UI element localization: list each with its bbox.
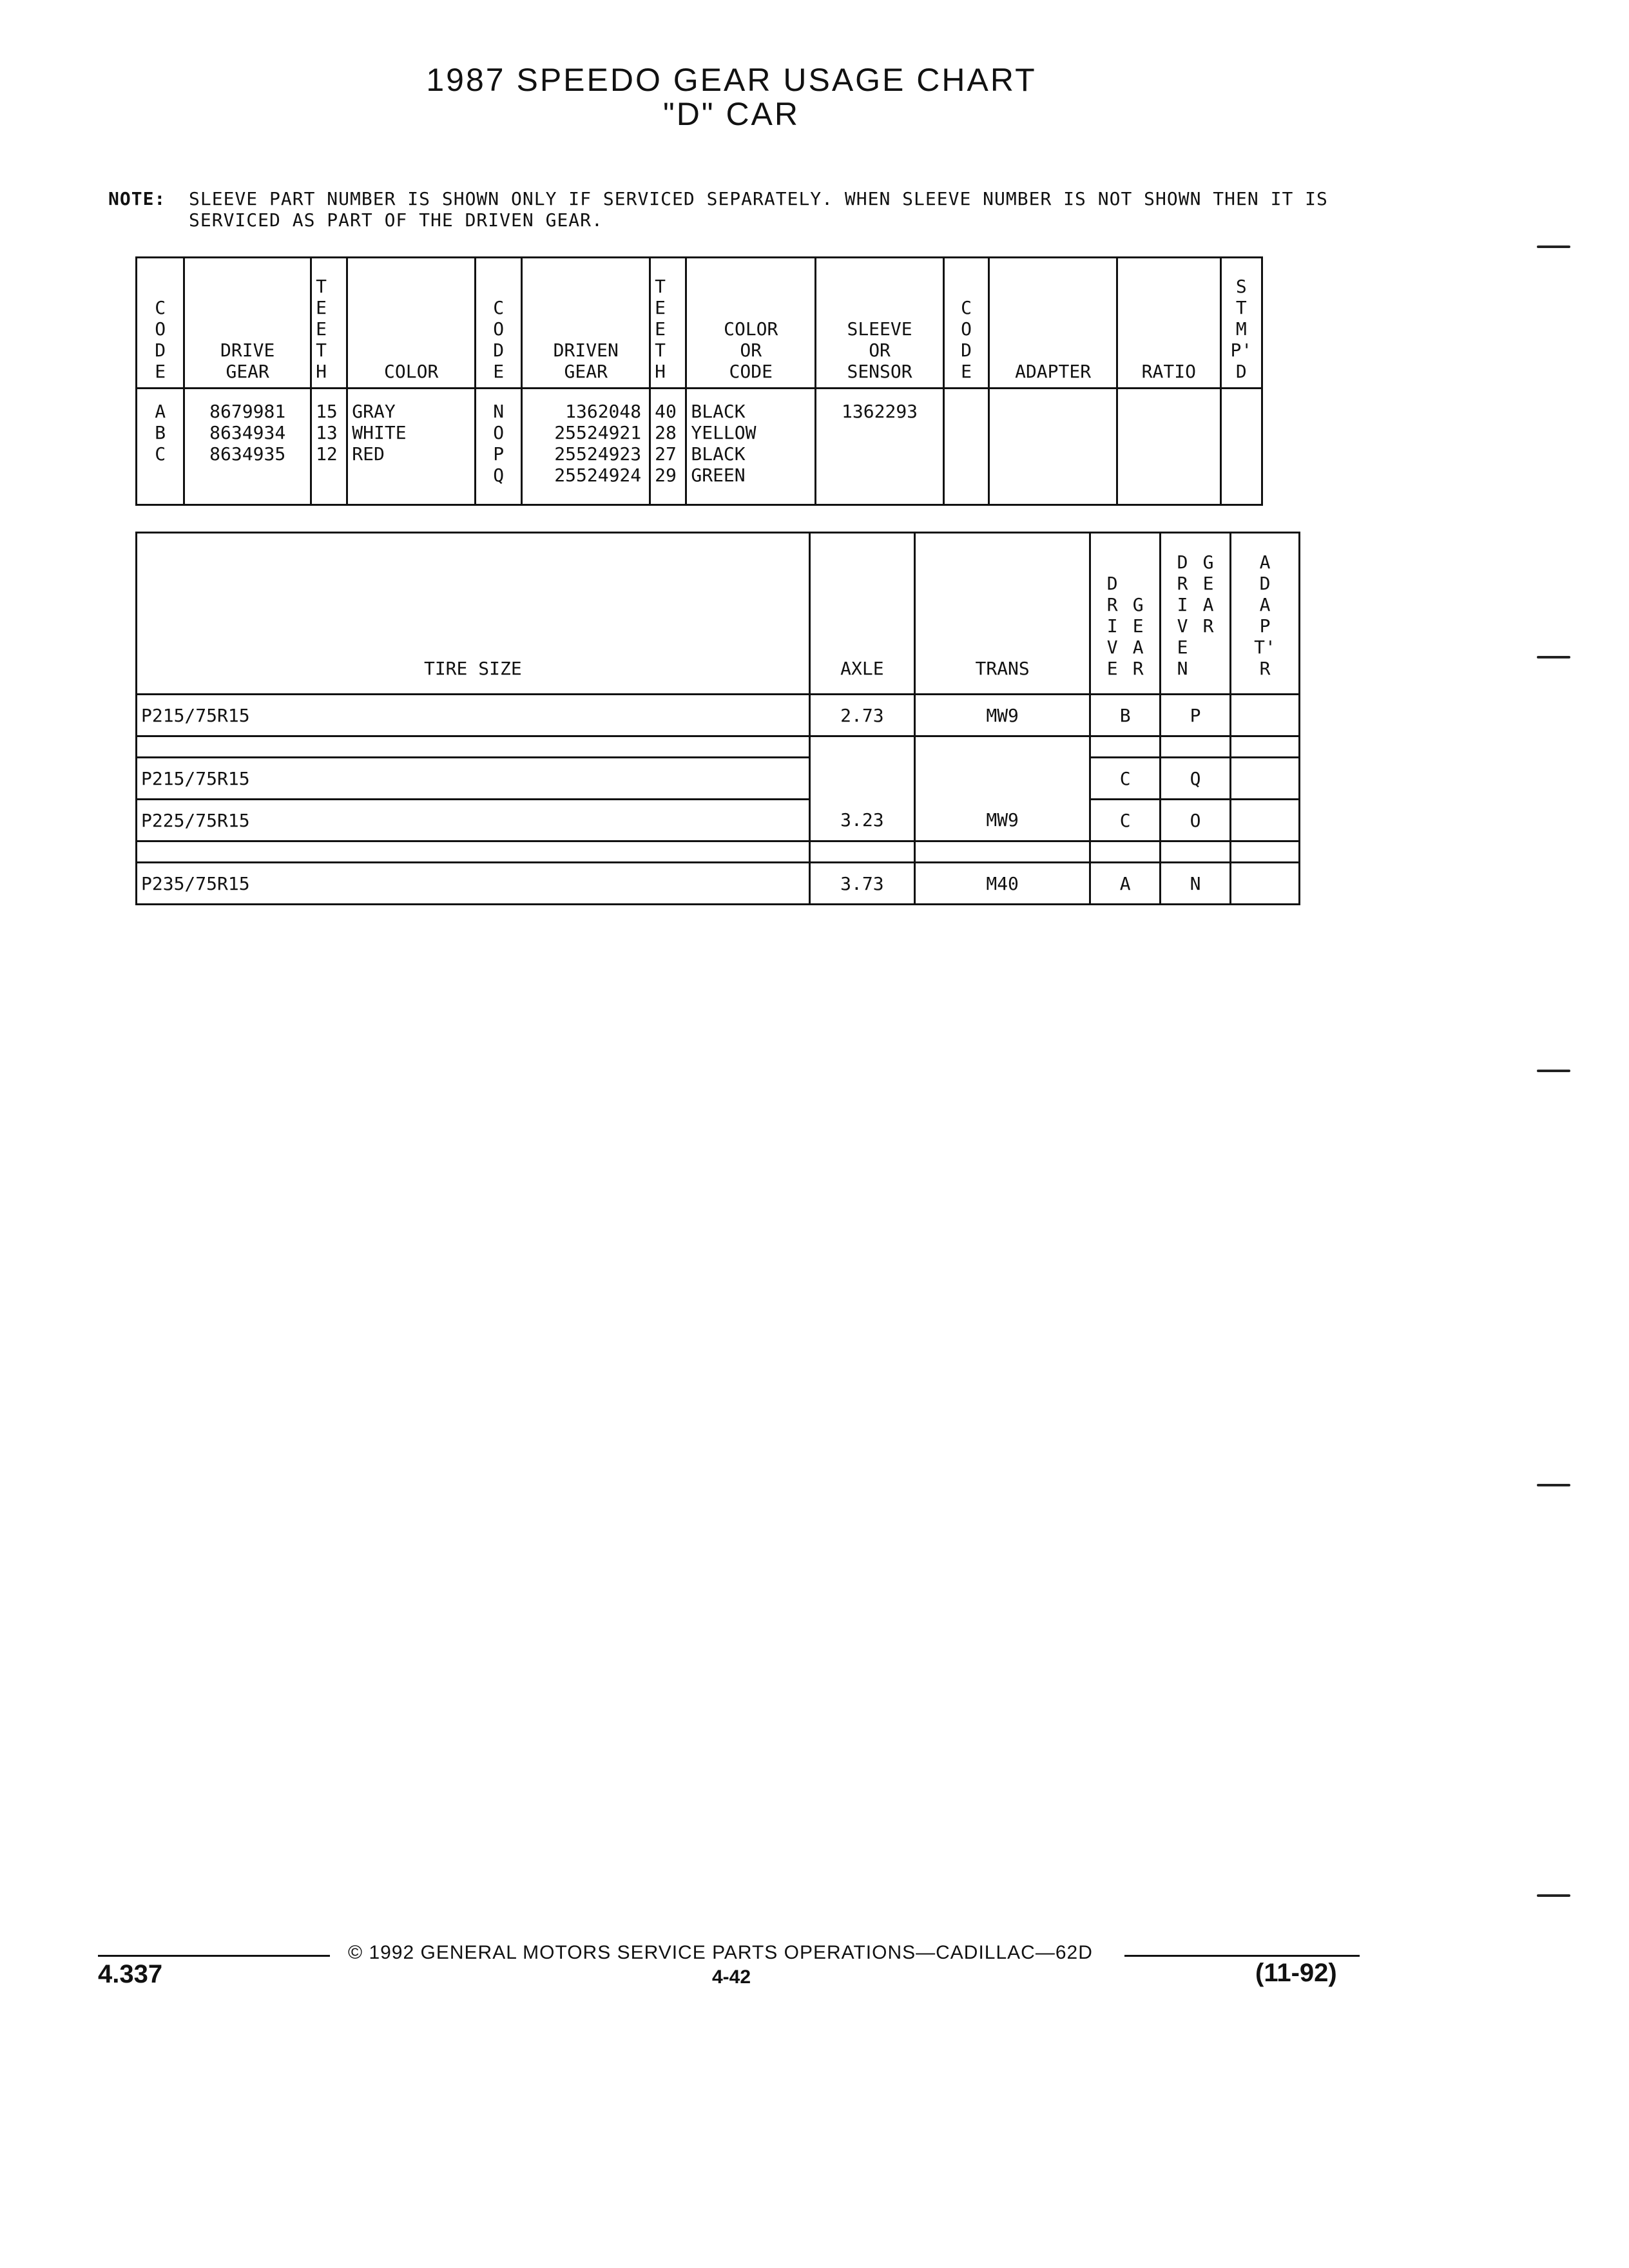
footer-date: (11-92) [1255,1959,1337,1987]
header-gear-word [1131,573,1145,679]
stacked-text-line: B [155,422,166,443]
stacked-text-line: A [1202,594,1214,615]
stacked-text-line: E [655,318,666,340]
note-line-2: SERVICED AS PART OF THE DRIVEN GEAR. [189,209,603,231]
header-tire-size: TIRE SIZE [137,533,810,695]
stacked-text-line: N [493,401,505,422]
empty-cell [1220,389,1262,505]
stacked-text-line: H [655,361,666,382]
sleeve-number: 1362293 [842,401,918,422]
header-teeth [650,258,686,389]
stacked-text-line: I [1177,594,1188,615]
gear-table-body [137,389,1262,505]
stacked-text-line: E [961,361,972,382]
header-adapter [989,258,1117,389]
stacked-text-line: N [1177,658,1188,679]
trans-cell: MW9 [915,800,1090,841]
stacked-text-line: D [1235,361,1247,382]
stacked-text-line: 15 [316,401,338,422]
stacked-text-line: 12 [316,443,338,465]
footer-rule-left [98,1955,330,1957]
table-row [137,800,1300,841]
header-code [137,258,184,389]
stacked-text-line: BLACK [691,443,746,465]
spacer-cell [1231,736,1300,758]
drive-teeth-cell [311,389,347,505]
driven-gear-cell: P [1161,695,1231,736]
stacked-text-line: 29 [655,465,677,486]
stacked-text-line: RATIO [1141,361,1196,382]
adapter-cell [1231,863,1300,905]
table-row [137,695,1300,736]
header-code [476,258,522,389]
stacked-text-line: COLOR [724,318,778,340]
stacked-text-line: C [155,443,166,465]
stacked-text-line: 25524924 [554,465,642,486]
driven-gear-cell: O [1161,800,1231,841]
stacked-text-line: G [1132,594,1144,615]
header-sleeve-or-sensor [816,258,944,389]
header-color [347,258,476,389]
stacked-text-line: COLOR [384,361,439,382]
footer-copyright: © 1992 GENERAL MOTORS SERVICE PARTS OPERATIONS—CADILLAC—62D [348,1942,1093,1963]
header-color-or-code [686,258,816,389]
drive-gear-cell: A [1090,863,1161,905]
empty-cell [1117,389,1221,505]
spacer-cell [137,736,810,758]
stacked-text-line: 27 [655,443,677,465]
stacked-text-line: GEAR [564,361,608,382]
stacked-text-line: E [316,318,327,340]
stacked-text-line: 8634935 [209,443,286,465]
footer-section-number: 4.337 [98,1960,163,1988]
stacked-text-line: R [1106,594,1118,615]
spacer-row [137,736,1300,758]
axle-cell: 3.23 [809,800,914,841]
stacked-text-line: OR [869,340,891,361]
stacked-text-line: O [493,422,505,443]
margin-tick [1537,1484,1570,1486]
stacked-text-line: T [316,340,327,361]
stacked-text-line: C [155,297,166,318]
spacer-cell [915,841,1090,863]
stacked-text-line: E [316,297,327,318]
drive-gear-cell: B [1090,695,1161,736]
header-driven-gear [522,258,650,389]
header-stmpd [1220,258,1262,389]
gear-table [135,256,1263,506]
footer-page-number: 4-42 [712,1966,751,1988]
stacked-text-line: E [1132,615,1144,637]
stacked-text-line: G [1202,552,1214,573]
trans-cell: MW9 [915,695,1090,736]
spacer-cell [1161,841,1231,863]
header-driven-gear [1161,533,1231,695]
stacked-text-line: A [1259,552,1271,573]
adapter-cell [1231,800,1300,841]
stacked-text-line: E [155,361,166,382]
header-drive-word [1105,573,1119,679]
stacked-text-line: A [1132,637,1144,658]
stacked-text-line: T [655,340,666,361]
stacked-text-line: GRAY [352,401,396,422]
stacked-text-line: 1362048 [565,401,642,422]
stacked-text-line: E [1177,637,1188,658]
chart-subtitle: "D" CAR [662,96,800,132]
stacked-text-line: D [1177,552,1188,573]
driven-colors-cell [686,389,816,505]
header-adaptr [1231,533,1300,695]
empty-cell [943,389,988,505]
footer-rule-right [1124,1955,1360,1957]
stacked-text-line: V [1177,615,1188,637]
driven-teeth-cell [650,389,686,505]
stacked-text-line: C [961,297,972,318]
axle-cell [809,758,914,800]
header-drive-gear [184,258,311,389]
drive-gear-cell: C [1090,800,1161,841]
gear-table-header [137,258,1262,389]
stacked-text-line: GEAR [226,361,269,382]
stacked-text-line: 8634934 [209,422,286,443]
header-drive-gear [1090,533,1161,695]
drive-colors-cell [347,389,476,505]
header-gear-word [1201,552,1215,679]
stacked-text-line: C [493,297,505,318]
tire-table-header [137,533,1300,695]
driven-codes-cell [476,389,522,505]
stacked-text-line: YELLOW [691,422,757,443]
adapter-cell [1231,758,1300,800]
stacked-text-line: E [1202,573,1214,594]
stacked-text-line: SLEEVE [847,318,912,340]
header-ratio [1117,258,1221,389]
stacked-text-line: R [1259,658,1271,679]
sleeve-cell [816,389,944,505]
spacer-cell [137,841,810,863]
stacked-text-line: ADAPTER [1015,361,1092,382]
margin-tick [1537,656,1570,658]
spacer-cell [809,841,914,863]
stacked-text-line: M [1235,318,1247,340]
drive-gear-cell: C [1090,758,1161,800]
adapter-cell [1231,695,1300,736]
table-row [137,863,1300,905]
stacked-text-line: D [155,340,166,361]
note-label: NOTE: [108,188,166,209]
header-driven-word [1175,552,1190,679]
spacer-cell [915,736,1090,758]
stacked-text-line: P [1259,615,1271,637]
spacer-cell [1090,736,1161,758]
stacked-text-line: O [155,318,166,340]
stacked-text-line: P [493,443,505,465]
spacer-cell [809,736,914,758]
table-row [137,758,1300,800]
spacer-row [137,841,1300,863]
stacked-text-line: V [1106,637,1118,658]
spacer-cell [1231,841,1300,863]
stacked-text-line: R [1132,658,1144,679]
stacked-text-line: 13 [316,422,338,443]
spacer-cell [1161,736,1231,758]
stacked-text-line: D [1106,573,1118,594]
tire-size-cell: P215/75R15 [137,758,810,800]
stacked-text-line: 40 [655,401,677,422]
header-trans: TRANS [915,533,1090,695]
axle-cell: 2.73 [809,695,914,736]
stacked-text-line: RED [352,443,385,465]
stacked-text-line: T' [1254,637,1276,658]
trans-cell [915,758,1090,800]
stacked-text-line: 25524921 [554,422,642,443]
stacked-text-line: S [1235,276,1247,297]
trans-cell: M40 [915,863,1090,905]
driven-gear-cell: Q [1161,758,1231,800]
driven-gears-cell [522,389,650,505]
driven-gear-cell: N [1161,863,1231,905]
margin-tick [1537,245,1570,248]
stacked-text-line: D [493,340,505,361]
tire-size-cell: P235/75R15 [137,863,810,905]
stacked-text-line: T [1235,297,1247,318]
margin-tick [1537,1070,1570,1072]
stacked-text-line: 28 [655,422,677,443]
stacked-text-line: D [961,340,972,361]
stacked-text-line: R [1202,615,1214,637]
stacked-text-line: E [1106,658,1118,679]
stacked-text-line: DRIVE [220,340,275,361]
stacked-text-line: T [655,276,666,297]
drive-codes-cell [137,389,184,505]
header-code [943,258,988,389]
stacked-text-line: SENSOR [847,361,912,382]
stacked-text-line: I [1106,615,1118,637]
empty-cell [989,389,1117,505]
header-teeth [311,258,347,389]
stacked-text-line: Q [493,465,505,486]
drive-gears-cell [184,389,311,505]
stacked-text-line: E [493,361,505,382]
note-line-1: SLEEVE PART NUMBER IS SHOWN ONLY IF SERVICED SEPARATELY. WHEN SLEEVE NUMBER IS NOT SHOWN THEN IT IS [189,188,1328,209]
spacer-cell [1090,841,1161,863]
margin-tick [1537,1894,1570,1897]
stacked-text-line: O [961,318,972,340]
stacked-text-line: A [155,401,166,422]
chart-title: 1987 SPEEDO GEAR USAGE CHART [426,62,1037,98]
stacked-text-line: T [316,276,327,297]
stacked-text-line: CODE [729,361,773,382]
stacked-text-line: H [316,361,327,382]
stacked-text-line: GREEN [691,465,746,486]
stacked-text-line: E [655,297,666,318]
stacked-text-line: R [1177,573,1188,594]
header-axle: AXLE [809,533,914,695]
tire-size-cell: P225/75R15 [137,800,810,841]
stacked-text-line: 8679981 [209,401,286,422]
stacked-text-line: BLACK [691,401,746,422]
stacked-text-line: WHITE [352,422,407,443]
stacked-text-line: O [493,318,505,340]
stacked-text-line: OR [740,340,762,361]
stacked-text-line: P' [1230,340,1253,361]
tire-size-cell: P215/75R15 [137,695,810,736]
tire-table [135,532,1300,905]
axle-cell: 3.73 [809,863,914,905]
stacked-text-line: A [1259,594,1271,615]
stacked-text-line: DRIVEN [553,340,619,361]
stacked-text-line: 25524923 [554,443,642,465]
stacked-text-line: D [1259,573,1271,594]
